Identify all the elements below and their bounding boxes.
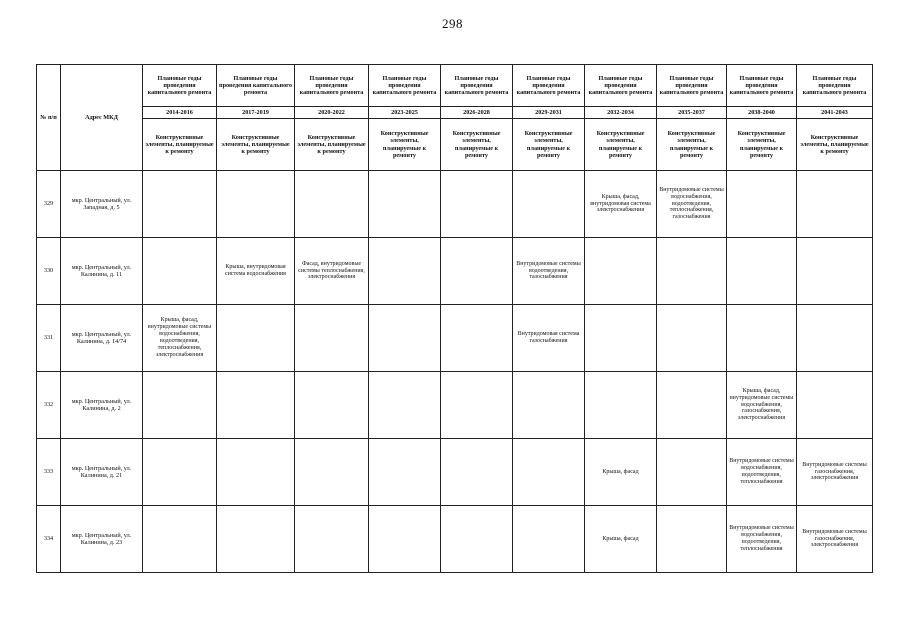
period-years-header: 2014-2016 <box>143 107 217 119</box>
period-title-header: Плановые годы проведения капитального ремонта <box>727 65 797 107</box>
period-years-header: 2038-2040 <box>727 107 797 119</box>
table-row <box>37 372 873 439</box>
elements-header: Конструктивные элементы, планируемые к ремонту <box>217 119 295 171</box>
repair-elements-cell <box>441 506 513 573</box>
repair-elements-cell <box>217 372 295 439</box>
repair-elements-cell <box>657 238 727 305</box>
repair-elements-cell <box>513 171 585 238</box>
row-address: мкр. Центральный, ул. Калинина, д. 14/74 <box>61 305 143 372</box>
repair-elements-cell <box>217 506 295 573</box>
col-address-header: Адрес МКД <box>61 65 143 171</box>
repair-elements-cell <box>369 372 441 439</box>
repair-elements-cell <box>295 305 369 372</box>
repair-elements-cell <box>217 171 295 238</box>
repair-elements-cell <box>657 439 727 506</box>
elements-header: Конструктивные элементы, планируемые к ремонту <box>369 119 441 171</box>
period-title-header: Плановые годы проведения капитального ремонта <box>369 65 441 107</box>
repair-elements-cell <box>585 305 657 372</box>
repair-elements-cell <box>797 372 873 439</box>
table-row <box>37 238 873 305</box>
repair-elements-cell <box>295 171 369 238</box>
period-years-header: 2035-2037 <box>657 107 727 119</box>
repair-elements-cell <box>143 506 217 573</box>
repair-elements-cell <box>143 238 217 305</box>
row-number: 334 <box>37 506 61 573</box>
repair-elements-cell <box>585 238 657 305</box>
elements-header: Конструктивные элементы, планируемые к ремонту <box>143 119 217 171</box>
elements-header: Конструктивные элементы, планируемые к ремонту <box>585 119 657 171</box>
row-address: мкр. Центральный, ул. Калинина, д. 23 <box>61 506 143 573</box>
period-years-header: 2029-2031 <box>513 107 585 119</box>
repair-elements-cell <box>217 305 295 372</box>
repair-elements-cell <box>369 305 441 372</box>
repair-elements-cell: Крыша, фасад, внутридомовые системы водоснабжения, водоотведения, теплоснабжения, электроснабжения <box>143 305 217 372</box>
repair-elements-cell: Внутридомовые системы газоснабжения, электроснабжения <box>797 506 873 573</box>
repair-elements-cell <box>727 171 797 238</box>
repair-elements-cell <box>295 506 369 573</box>
repair-elements-cell <box>797 238 873 305</box>
repair-elements-cell <box>369 171 441 238</box>
period-title-header: Плановые годы проведения капитального ремонта <box>657 65 727 107</box>
repair-elements-cell <box>369 506 441 573</box>
repair-elements-cell: Крыша, фасад, внутридомовая система электроснабжения <box>585 171 657 238</box>
elements-header: Конструктивные элементы, планируемые к ремонту <box>657 119 727 171</box>
capital-repair-table <box>36 64 873 573</box>
period-title-header: Плановые годы проведения капитального ремонта <box>797 65 873 107</box>
period-title-header: Плановые годы проведения капитального ремонта <box>513 65 585 107</box>
row-number: 332 <box>37 372 61 439</box>
row-address: мкр. Центральный, ул. Калинина, д. 2 <box>61 372 143 439</box>
elements-header: Конструктивные элементы, планируемые к ремонту <box>727 119 797 171</box>
period-title-header: Плановые годы проведения капитального ремонта <box>143 65 217 107</box>
header-row-elements <box>37 119 873 171</box>
repair-elements-cell <box>441 439 513 506</box>
repair-elements-cell: Крыша, фасад, внутридомовые системы водоснабжения, газоснабжения, электроснабжения <box>727 372 797 439</box>
repair-elements-cell <box>585 372 657 439</box>
period-years-header: 2020-2022 <box>295 107 369 119</box>
repair-elements-cell <box>727 238 797 305</box>
row-address: мкр. Центральный, ул. Калинина, д. 11 <box>61 238 143 305</box>
elements-header: Конструктивные элементы, планируемые к ремонту <box>295 119 369 171</box>
period-years-header: 2026-2028 <box>441 107 513 119</box>
repair-elements-cell <box>657 305 727 372</box>
row-address: мкр. Центральный, ул. Западная, д. 5 <box>61 171 143 238</box>
period-title-header: Плановые годы проведения капитального ремонта <box>441 65 513 107</box>
table-row <box>37 171 873 238</box>
repair-elements-cell: Крыша, внутридомовая система водоснабжения <box>217 238 295 305</box>
table-row <box>37 305 873 372</box>
col-num-header: № п/п <box>37 65 61 171</box>
repair-elements-cell: Крыша, фасад <box>585 439 657 506</box>
elements-header: Конструктивные элементы, планируемые к ремонту <box>441 119 513 171</box>
repair-elements-cell <box>513 439 585 506</box>
row-number: 330 <box>37 238 61 305</box>
repair-elements-cell <box>295 372 369 439</box>
repair-elements-cell <box>143 171 217 238</box>
repair-elements-cell <box>727 305 797 372</box>
repair-elements-cell: Внутридомовые системы водоотведения, газоснабжения <box>513 238 585 305</box>
period-years-header: 2017-2019 <box>217 107 295 119</box>
period-years-header: 2023-2025 <box>369 107 441 119</box>
elements-header: Конструктивные элементы, планируемые к ремонту <box>513 119 585 171</box>
header-row-years <box>37 107 873 119</box>
repair-elements-cell <box>797 171 873 238</box>
row-number: 331 <box>37 305 61 372</box>
row-number: 329 <box>37 171 61 238</box>
repair-elements-cell <box>369 439 441 506</box>
repair-elements-cell <box>513 372 585 439</box>
repair-elements-cell <box>513 506 585 573</box>
repair-elements-cell <box>217 439 295 506</box>
period-title-header: Плановые годы проведения капитального ремонта <box>585 65 657 107</box>
repair-elements-cell <box>369 238 441 305</box>
repair-elements-cell <box>441 372 513 439</box>
header-row-title <box>37 65 873 107</box>
elements-header: Конструктивные элементы, планируемые к ремонту <box>797 119 873 171</box>
repair-elements-cell: Внутридомовые системы водоснабжения, водоотведения, теплоснабжения <box>727 506 797 573</box>
row-number: 333 <box>37 439 61 506</box>
table-row <box>37 439 873 506</box>
repair-elements-cell <box>441 305 513 372</box>
repair-elements-cell <box>143 372 217 439</box>
repair-elements-cell <box>143 439 217 506</box>
repair-elements-cell <box>657 506 727 573</box>
period-years-header: 2041-2043 <box>797 107 873 119</box>
period-years-header: 2032-2034 <box>585 107 657 119</box>
repair-elements-cell: Крыша, фасад <box>585 506 657 573</box>
table-row <box>37 506 873 573</box>
repair-elements-cell: Внутридомовые системы водоснабжения, водоотведения, теплоснабжения <box>727 439 797 506</box>
repair-elements-cell: Фасад, внутридомовые системы теплоснабжения, электроснабжения <box>295 238 369 305</box>
repair-elements-cell <box>797 305 873 372</box>
repair-elements-cell: Внутридомовые системы водоснабжения, водоотведения, теплоснабжения, газоснабжения <box>657 171 727 238</box>
repair-elements-cell <box>441 238 513 305</box>
repair-elements-cell: Внутридомовые системы газоснабжения, электроснабжения <box>797 439 873 506</box>
repair-elements-cell <box>295 439 369 506</box>
repair-elements-cell <box>657 372 727 439</box>
repair-elements-cell: Внутридомовая система газоснабжения <box>513 305 585 372</box>
period-title-header: Плановые годы проведения капитального ремонта <box>295 65 369 107</box>
page-number: 298 <box>442 16 463 31</box>
period-title-header: Плановые годы проведения капитального ремонта <box>217 65 295 107</box>
repair-elements-cell <box>441 171 513 238</box>
row-address: мкр. Центральный, ул. Калинина, д. 21 <box>61 439 143 506</box>
